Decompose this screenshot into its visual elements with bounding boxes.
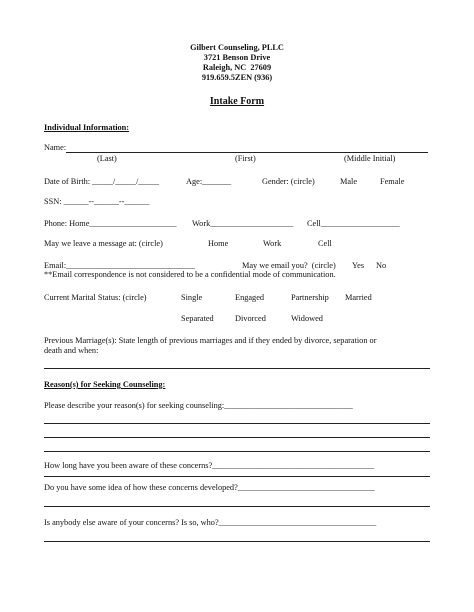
marital-option-single[interactable]: Single	[181, 293, 203, 302]
developed-field[interactable]: Do you have some idea of how these concerns developed?_________________________________	[44, 483, 375, 492]
marital-label: Current Marital Status: (circle)	[44, 293, 147, 302]
section-heading-reasons: Reason(s) for Seeking Counseling:	[44, 380, 166, 389]
message-option-home[interactable]: Home	[208, 239, 229, 248]
section-heading-individual: Individual Information:	[44, 123, 130, 132]
previous-marriages-prompt-cont: death and when:	[44, 346, 99, 355]
email-question: May we email you? (circle)	[242, 261, 336, 270]
phone-cell-field[interactable]: Cell___________________	[307, 219, 400, 228]
name-label: Name:	[44, 143, 67, 152]
org-city: Raleigh, NC 27609	[202, 63, 272, 72]
org-street: 3721 Benson Drive	[203, 53, 271, 62]
form-title: Intake Form	[209, 96, 265, 107]
marital-option-married[interactable]: Married	[345, 293, 372, 302]
marital-option-widowed[interactable]: Widowed	[291, 314, 323, 323]
reason-answer-line[interactable]	[44, 437, 430, 438]
dob-field[interactable]: Date of Birth: _____/_____/_____	[44, 177, 159, 186]
anybody-aware-field[interactable]: Is anybody else aware of your concerns? Is so, who?______________________________________	[44, 518, 377, 527]
email-field[interactable]: Email:_______________________________	[44, 261, 195, 270]
name-first-caption: (First)	[235, 154, 256, 163]
message-option-cell[interactable]: Cell	[318, 239, 332, 248]
name-field[interactable]	[66, 152, 428, 153]
gender-option-female[interactable]: Female	[380, 177, 405, 186]
marital-option-partnership[interactable]: Partnership	[291, 293, 329, 302]
name-middle-caption: (Middle Initial)	[344, 154, 396, 163]
gender-label: Gender: (circle)	[262, 177, 315, 186]
email-option-yes[interactable]: Yes	[352, 261, 365, 270]
previous-marriages-answer-line[interactable]	[44, 368, 430, 369]
how-long-answer-line[interactable]	[44, 476, 430, 477]
developed-answer-line[interactable]	[44, 506, 430, 507]
email-option-no[interactable]: No	[376, 261, 387, 270]
marital-option-separated[interactable]: Separated	[181, 314, 214, 323]
reason-answer-line[interactable]	[44, 423, 430, 424]
phone-work-field[interactable]: Work____________________	[192, 219, 294, 228]
marital-option-divorced[interactable]: Divorced	[235, 314, 266, 323]
previous-marriages-prompt: Previous Marriage(s): State length of previous marriages and if they ended by divorce, separation or	[44, 336, 377, 345]
marital-option-engaged[interactable]: Engaged	[235, 293, 265, 302]
org-phone: 919.659.5ZEN (936)	[201, 73, 273, 82]
how-long-field[interactable]: How long have you been aware of these concerns?_______________________________________	[44, 461, 374, 470]
message-option-work[interactable]: Work	[263, 239, 282, 248]
ssn-field[interactable]: SSN: ______--______--______	[44, 197, 150, 206]
age-field[interactable]: Age:_______	[186, 177, 232, 186]
phone-home-field[interactable]: Phone: Home_____________________	[44, 219, 177, 228]
reason-describe-field[interactable]: Please describe your reason(s) for seeking counseling:_______________________________	[44, 401, 353, 410]
gender-option-male[interactable]: Male	[340, 177, 358, 186]
reason-answer-line[interactable]	[44, 451, 430, 452]
name-last-caption: (Last)	[97, 154, 117, 163]
anybody-aware-answer-line[interactable]	[44, 541, 430, 542]
email-note: **Email correspondence is not considered to be a confidential mode of communication.	[44, 270, 336, 279]
message-label: May we leave a message at: (circle)	[44, 239, 163, 248]
org-name: Gilbert Counseling, PLLC	[190, 43, 284, 52]
